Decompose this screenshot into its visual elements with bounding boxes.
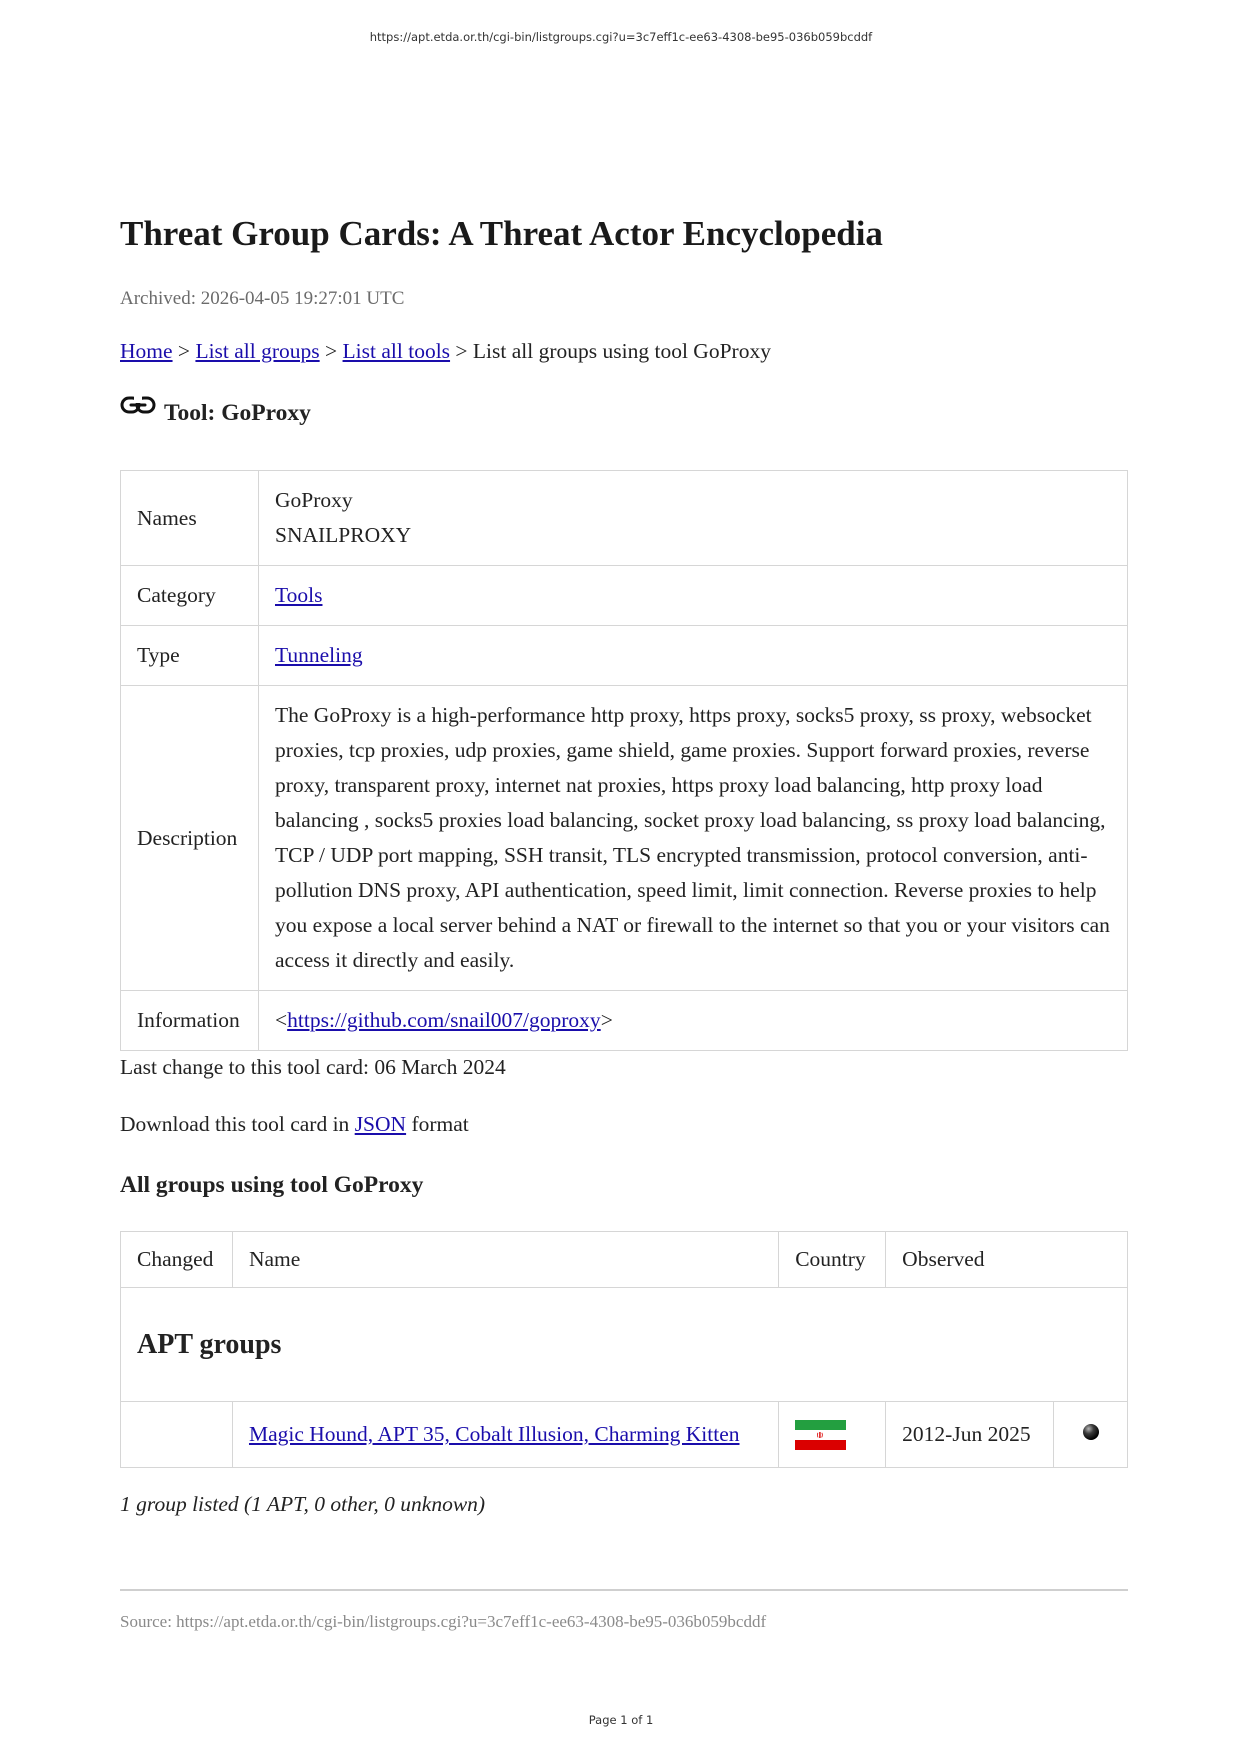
print-header-url: https://apt.etda.or.th/cgi-bin/listgroups.cgi?u=3c7eff1c-ee63-4308-be95-036b059bcddf — [369, 30, 873, 44]
breadcrumb — [120, 339, 771, 364]
section-row — [121, 1288, 1128, 1402]
last-change-text: Last change to this tool card: 06 March 2024 — [120, 1055, 506, 1079]
category-value — [259, 566, 1128, 626]
angle-open: < — [275, 1008, 288, 1032]
page-number: Page 1 of 1 — [588, 1713, 654, 1727]
groups-summary: 1 group listed (1 APT, 0 other, 0 unknown) — [120, 1492, 486, 1516]
download-prefix: Download this tool card in — [120, 1112, 355, 1136]
observed-cell: 2012-Jun 2025 — [886, 1402, 1054, 1468]
download-line — [120, 1112, 469, 1137]
category-link[interactable]: Tools — [275, 583, 323, 607]
groups-heading: All groups using tool GoProxy — [120, 1172, 424, 1198]
angle-close: > — [600, 1008, 613, 1032]
table-row — [121, 1402, 1128, 1468]
description-label: Description — [121, 686, 259, 991]
name-item: SNAILPROXY — [275, 523, 412, 547]
section-title-apt-groups: APT groups — [121, 1288, 1128, 1402]
footer-divider — [120, 1589, 1128, 1591]
column-header-country: Country — [779, 1232, 886, 1288]
tool-heading-text: Tool: GoProxy — [164, 400, 311, 426]
breadcrumb-tools-link[interactable]: List all tools — [342, 339, 451, 363]
breadcrumb-separator: > — [172, 339, 196, 363]
information-link[interactable]: https://github.com/snail007/goproxy — [287, 1008, 601, 1032]
table-row — [121, 991, 1128, 1051]
source-url: Source: https://apt.etda.or.th/cgi-bin/listgroups.cgi?u=3c7eff1c-ee63-4308-be95-036b059bcddf — [120, 1612, 767, 1631]
information-value — [259, 991, 1128, 1051]
table-header-row — [121, 1232, 1128, 1288]
archived-timestamp: Archived: 2026-04-05 19:27:01 UTC — [120, 288, 405, 309]
table-row — [121, 566, 1128, 626]
breadcrumb-current: > List all groups using tool GoProxy — [450, 339, 771, 363]
names-value — [259, 471, 1128, 566]
description-value: The GoProxy is a high-performance http proxy, https proxy, socks5 proxy, ss proxy, websocket proxies, tcp proxies, udp proxies, game shield, game proxies. Support forward proxies, reverse proxy, transparent proxy, internet nat proxies, https proxy load balancing, http proxy load balancing , socks5 proxies load balancing, socket proxy load balancing, ss proxy load balancing, TCP / UDP port mapping, SSH transit, TLS encrypted transmission, protocol conversion, anti-pollution DNS proxy, API authentication, speed limit, limit connection. Reverse proxies to help you expose a local server behind a NAT or firewall to the internet so that you or your visitors can access it directly and easily. — [259, 686, 1128, 991]
category-label: Category — [121, 566, 259, 626]
changed-cell — [121, 1402, 233, 1468]
type-link[interactable]: Tunneling — [275, 643, 363, 667]
breadcrumb-groups-link[interactable]: List all groups — [195, 339, 320, 363]
names-label: Names — [121, 471, 259, 566]
json-download-link[interactable]: JSON — [354, 1112, 407, 1136]
table-row — [121, 626, 1128, 686]
breadcrumb-home-link[interactable]: Home — [120, 339, 173, 363]
group-name-cell — [232, 1402, 778, 1468]
column-header-observed: Observed — [886, 1232, 1128, 1288]
type-value — [259, 626, 1128, 686]
breadcrumb-separator: > — [319, 339, 343, 363]
table-row — [121, 471, 1128, 566]
column-header-changed: Changed — [121, 1232, 233, 1288]
table-row — [121, 686, 1128, 991]
column-header-name: Name — [232, 1232, 778, 1288]
country-cell — [779, 1402, 886, 1468]
status-cell — [1054, 1402, 1128, 1468]
name-item: GoProxy — [275, 488, 353, 512]
information-label: Information — [121, 991, 259, 1051]
black-sphere-icon — [1082, 1423, 1100, 1441]
iran-flag-icon — [795, 1420, 846, 1450]
download-suffix: format — [406, 1112, 469, 1136]
link-icon — [120, 395, 156, 415]
tool-heading — [120, 400, 311, 427]
type-label: Type — [121, 626, 259, 686]
tool-info-table — [120, 470, 1128, 1051]
groups-table — [120, 1231, 1128, 1468]
page-title: Threat Group Cards: A Threat Actor Encyclopedia — [120, 214, 883, 253]
group-name-link[interactable]: Magic Hound, APT 35, Cobalt Illusion, Charming Kitten — [248, 1422, 740, 1446]
